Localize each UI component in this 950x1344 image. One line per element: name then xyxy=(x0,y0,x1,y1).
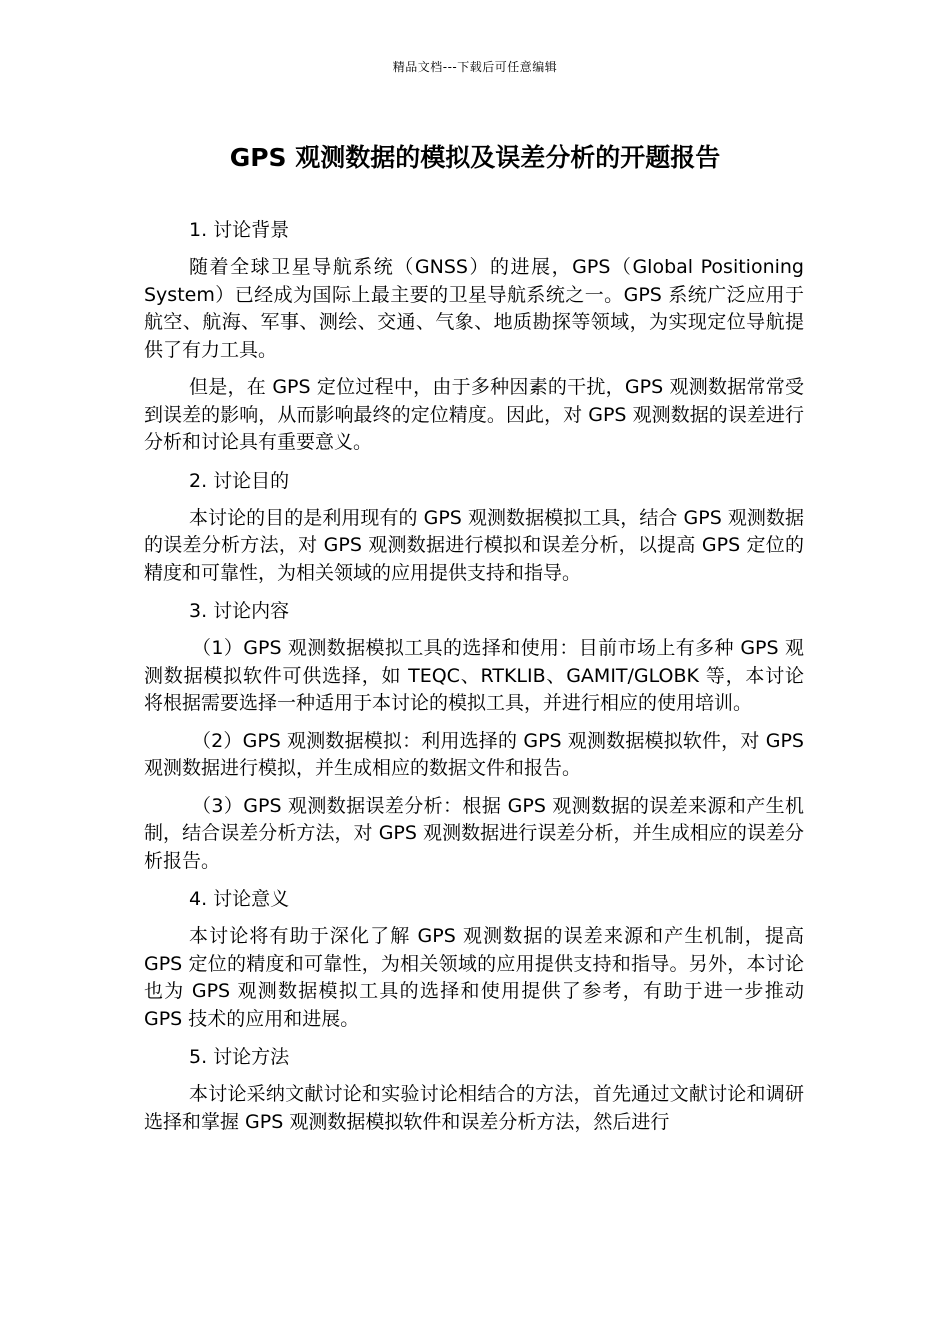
paragraph: 本讨论采纳文献讨论和实验讨论相结合的方法，首先通过文献讨论和调研选择和掌握 GPS 观测数据模拟软件和误差分析方法，然后进行 xyxy=(144,1083,804,1133)
document-title: GPS 观测数据的模拟及误差分析的开题报告 xyxy=(229,143,721,172)
section-method xyxy=(144,1043,804,1136)
paragraph: 但是，在 GPS 定位过程中，由于多种因素的干扰，GPS 观测数据常常受到误差的影响，从而影响最终的定位精度。因此，对 GPS 观测数据的误差进行分析和讨论具有重要意义。 xyxy=(144,376,804,453)
paragraph: （1）GPS 观测数据模拟工具的选择和使用：目前市场上有多种 GPS 观测数据模拟软件可供选择，如 TEQC、RTKLIB、GAMIT/GLOBK 等，本讨论将根据需要选择一种适用于本讨论的模拟工具，并进行相应的使用培训。 xyxy=(144,637,804,714)
paragraph: （2）GPS 观测数据模拟：利用选择的 GPS 观测数据模拟软件，对 GPS 观测数据进行模拟，并生成相应的数据文件和报告。 xyxy=(144,729,804,779)
section-background xyxy=(144,216,804,457)
section-content xyxy=(144,597,804,875)
document-body xyxy=(144,216,804,1146)
section-heading: 3. 讨论内容 xyxy=(189,600,290,622)
section-heading: 4. 讨论意义 xyxy=(189,888,290,910)
paragraph: 本讨论的目的是利用现有的 GPS 观测数据模拟工具，结合 GPS 观测数据的误差分析方法，对 GPS 观测数据进行模拟和误差分析，以提高 GPS 定位的精度和可靠性，为相关领域的应用提供支持和指导。 xyxy=(144,506,804,584)
section-purpose xyxy=(144,467,804,588)
paragraph: （3）GPS 观测数据误差分析：根据 GPS 观测数据的误差来源和产生机制，结合误差分析方法，对 GPS 观测数据进行误差分析，并生成相应的误差分析报告。 xyxy=(144,794,804,872)
section-heading: 5. 讨论方法 xyxy=(189,1046,290,1068)
section-significance xyxy=(144,885,804,1033)
paragraph: 本讨论将有助于深化了解 GPS 观测数据的误差来源和产生机制，提高 GPS 定位的精度和可靠性，为相关领域的应用提供支持和指导。另外，本讨论也为 GPS 观测数据模拟工具的选择和使用提供了参考，有助于进一步推动 GPS 技术的应用和进展。 xyxy=(144,925,804,1030)
section-heading: 1. 讨论背景 xyxy=(189,219,290,241)
page-header: 精品文档---下载后可任意编辑 xyxy=(392,60,558,74)
section-heading: 2. 讨论目的 xyxy=(189,469,290,492)
paragraph: 随着全球卫星导航系统（GNSS）的进展，GPS（Global Positioning System）已经成为国际上最主要的卫星导航系统之一。GPS 系统广泛应用于航空、航海、军事、测绘、交通、气象、地质勘探等领域，为实现定位导航提供了有力工具。 xyxy=(144,256,804,361)
